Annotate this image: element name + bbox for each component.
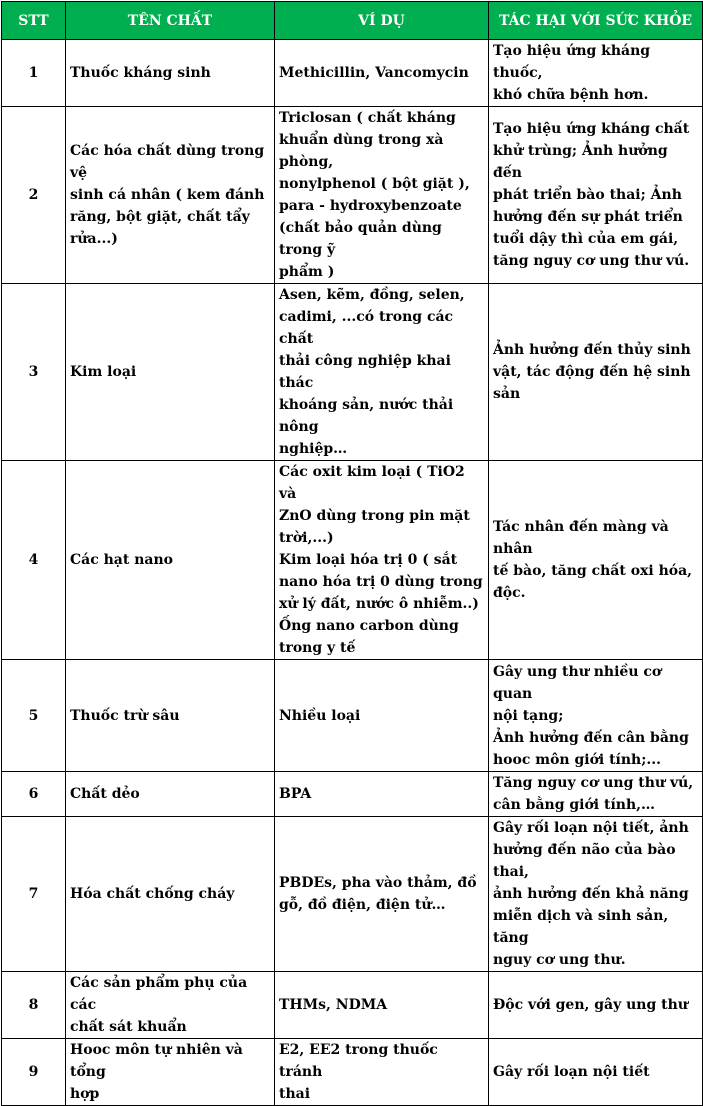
substance-name: Các hóa chất dùng trong vệ sinh cá nhân ( kem đánh răng, bột giặt, chất tẩy rửa...) bbox=[66, 107, 275, 284]
example-text: Asen, kẽm, đồng, selen, cadimi, ...có trong các chất thải công nghiệp khai thác khoáng sản, nước thải nông nghiệp… bbox=[275, 284, 489, 461]
substance-name: Chất dẻo bbox=[66, 772, 275, 817]
harm-text: Tăng nguy cơ ung thư vú, cân bằng giới tính,… bbox=[489, 772, 703, 817]
example-text: Triclosan ( chất kháng khuẩn dùng trong xà phòng, nonylphenol ( bột giặt ), para - hydroxybenzoate (chất bảo quản dùng trong ỹ phẩm ) bbox=[275, 107, 489, 284]
header-substance-name: TÊN CHẤT bbox=[66, 2, 275, 40]
harm-text: Tác nhân đến màng và nhân tế bào, tăng chất oxi hóa, độc. bbox=[489, 461, 703, 660]
row-number: 9 bbox=[2, 1039, 66, 1106]
row-number: 1 bbox=[2, 40, 66, 107]
substance-name: Kim loại bbox=[66, 284, 275, 461]
example-text: Methicillin, Vancomycin bbox=[275, 40, 489, 107]
chemical-harm-table bbox=[1, 1, 703, 1106]
header-health-harm: TÁC HẠI VỚI SỨC KHỎE bbox=[489, 2, 703, 40]
substance-name: Các sản phẩm phụ của các chất sát khuẩn bbox=[66, 972, 275, 1039]
row-number: 6 bbox=[2, 772, 66, 817]
substance-name: Thuốc trừ sâu bbox=[66, 660, 275, 772]
table-row bbox=[2, 660, 703, 772]
example-text: PBDEs, pha vào thảm, đồ gỗ, đồ điện, điện tử… bbox=[275, 817, 489, 972]
substance-name: Thuốc kháng sinh bbox=[66, 40, 275, 107]
row-number: 2 bbox=[2, 107, 66, 284]
substance-name: Các hạt nano bbox=[66, 461, 275, 660]
example-text: E2, EE2 trong thuốc tránh thai bbox=[275, 1039, 489, 1106]
table-row bbox=[2, 772, 703, 817]
table-row bbox=[2, 284, 703, 461]
row-number: 7 bbox=[2, 817, 66, 972]
substance-name: Hooc môn tự nhiên và tổng hợp bbox=[66, 1039, 275, 1106]
table-row bbox=[2, 972, 703, 1039]
example-text: Các oxit kim loại ( TiO2 và ZnO dùng trong pin mặt trời,...) Kim loại hóa trị 0 ( sắt nano hóa trị 0 dùng trong xử lý đất, nước ô nhiễm..) Ống nano carbon dùng trong y tế bbox=[275, 461, 489, 660]
substance-name: Hóa chất chống cháy bbox=[66, 817, 275, 972]
header-stt: STT bbox=[2, 2, 66, 40]
row-number: 3 bbox=[2, 284, 66, 461]
harm-text: Ảnh hưởng đến thủy sinh vật, tác động đến hệ sinh sản bbox=[489, 284, 703, 461]
table-row bbox=[2, 461, 703, 660]
table-header-row bbox=[2, 2, 703, 40]
harm-text: Gây rối loạn nội tiết, ảnh hưởng đến não của bào thai, ảnh hưởng đến khả năng miễn dịch và sinh sản, tăng nguy cơ ung thư. bbox=[489, 817, 703, 972]
row-number: 8 bbox=[2, 972, 66, 1039]
harm-text: Gây rối loạn nội tiết bbox=[489, 1039, 703, 1106]
example-text: THMs, NDMA bbox=[275, 972, 489, 1039]
table-row bbox=[2, 107, 703, 284]
harm-text: Gây ung thư nhiều cơ quan nội tạng; Ảnh hưởng đến cân bằng hooc môn giới tính;... bbox=[489, 660, 703, 772]
row-number: 4 bbox=[2, 461, 66, 660]
row-number: 5 bbox=[2, 660, 66, 772]
header-example: VÍ DỤ bbox=[275, 2, 489, 40]
table-row bbox=[2, 40, 703, 107]
harm-text: Tạo hiệu ứng kháng chất khử trùng; Ảnh hưởng đến phát triển bào thai; Ảnh hưởng đến sự phát triển tuổi dậy thì của em gái, tăng nguy cơ ung thư vú. bbox=[489, 107, 703, 284]
example-text: Nhiều loại bbox=[275, 660, 489, 772]
example-text: BPA bbox=[275, 772, 489, 817]
harm-text: Tạo hiệu ứng kháng thuốc, khó chữa bệnh hơn. bbox=[489, 40, 703, 107]
table-row bbox=[2, 1039, 703, 1106]
harm-text: Độc với gen, gây ung thư bbox=[489, 972, 703, 1039]
table-row bbox=[2, 817, 703, 972]
